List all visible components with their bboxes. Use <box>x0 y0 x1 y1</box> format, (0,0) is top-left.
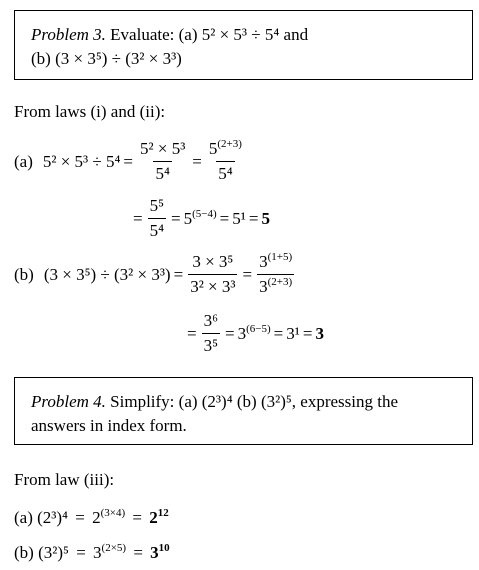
problem-4-box <box>14 377 473 445</box>
solution-4b-step: $3^{(2\times 5)}$ <box>93 541 127 562</box>
problem-4-lead: Simplify: (a) (2³)⁴ (b) (3²)⁵, expressing the <box>110 392 399 411</box>
solution-b-line2: = $\frac{\text{3⁶}}{\text{3⁵}}$ = $3^{(6-5)}$ = 3¹ = 3 <box>187 311 324 355</box>
problem-4-statement-line1 <box>31 390 456 414</box>
problem-4-statement-line2: answers in index form. <box>31 416 187 435</box>
solution-4a-label: (a) <box>14 508 33 527</box>
solution-4a-answer: $2^{12}$ <box>149 506 169 527</box>
solution-4b: (b) $(3^2)^5 = 3^{(2\times 5)} = 3^{10}$ <box>14 541 170 562</box>
problem-3-statement-line1 <box>31 23 456 47</box>
solution-a-line1: (a) 5² × 5³ ÷ 5⁴ = $\frac{\text{5² × 5³}}{\text{5⁴}}$ = $\frac{5^{(2+3)}}{\text{5⁴}}$ <box>14 137 242 183</box>
fraction-numerator: 5⁵ <box>149 196 165 215</box>
problem-3-box <box>14 10 473 80</box>
problem-3-part-a: (a) 5² × 5³ ÷ 5⁴ and <box>178 25 309 44</box>
solution-a-lhs: 5² × 5³ ÷ 5⁴ <box>42 151 121 171</box>
solution-b-lhs: (3 × 3⁵) ÷ (3² × 3³) <box>43 264 171 284</box>
solution-b-line1: (b) (3 × 3⁵) ÷ (3² × 3³) = $\frac{\text{3 × 3⁵}}{\text{3² × 3³}}$ = $\frac{3^{(1+5)}}{3^{(2+3)}}$ <box>14 250 293 296</box>
solution-b-fraction-3 <box>202 311 220 356</box>
solution-b-fraction-1 <box>188 252 237 297</box>
fraction-numerator: 5² × 5³ <box>140 139 186 158</box>
solution-a-answer: 5 <box>261 208 270 228</box>
solution-4b-lhs: (3²)⁵ <box>38 543 69 562</box>
fraction-numerator: 3⁶ <box>203 311 219 330</box>
solution-a-fraction-2 <box>207 139 244 184</box>
fraction-denominator: 3² × 3³ <box>188 274 237 297</box>
fraction-denominator: $3^{(2+3)}$ <box>259 275 293 296</box>
solution-4a-lhs: (2³)⁴ <box>37 508 68 527</box>
solution-b-answer: 3 <box>315 323 324 343</box>
solution-a-line2: = $\frac{\text{5⁵}}{\text{5⁴}}$ = $5^{(5-4)}$ = 5¹ = 5 <box>133 196 270 240</box>
fraction-denominator: 5⁴ <box>148 218 166 241</box>
problem-3-lead: Evaluate: <box>110 25 175 44</box>
solution-4a-step: $2^{(3\times 4)}$ <box>92 506 126 527</box>
problem-3-part-b: (b) (3 × 3⁵) ÷ (3² × 3³) <box>31 49 182 68</box>
fraction-numerator: $5^{(2+3)}$ <box>208 137 242 158</box>
solution-a-label: (a) <box>14 151 33 171</box>
fraction-denominator: 3⁵ <box>202 333 220 356</box>
intro-laws-i-ii: From laws (i) and (ii): <box>14 102 166 121</box>
problem-3-title: Problem 3. <box>31 25 106 44</box>
fraction-numerator: 3 × 3⁵ <box>192 252 234 271</box>
intro-law-iii: From law (iii): <box>14 470 115 489</box>
solution-b-label: (b) <box>14 264 34 284</box>
solution-b-fraction-2 <box>257 252 294 297</box>
fraction-numerator: $3^{(1+5)}$ <box>259 250 293 271</box>
solution-b-step: $3^{(6-5)}$ <box>237 322 271 343</box>
solution-4b-label: (b) <box>14 543 34 562</box>
solution-a-step: $5^{(5-4)}$ <box>183 207 217 228</box>
solution-b-step2: 3¹ <box>286 323 300 343</box>
fraction-denominator: 5⁴ <box>216 161 234 184</box>
solution-4a: (a) $(2^3)^4 = 2^{(3\times 4)} = 2^{12}$ <box>14 506 169 527</box>
solution-a-fraction-3 <box>148 196 166 241</box>
solution-a-step2: 5¹ <box>232 208 246 228</box>
fraction-denominator: 5⁴ <box>153 161 171 184</box>
solution-a-fraction-1 <box>138 139 187 184</box>
solution-4b-answer: $3^{10}$ <box>150 541 170 562</box>
problem-4-title: Problem 4. <box>31 392 106 411</box>
